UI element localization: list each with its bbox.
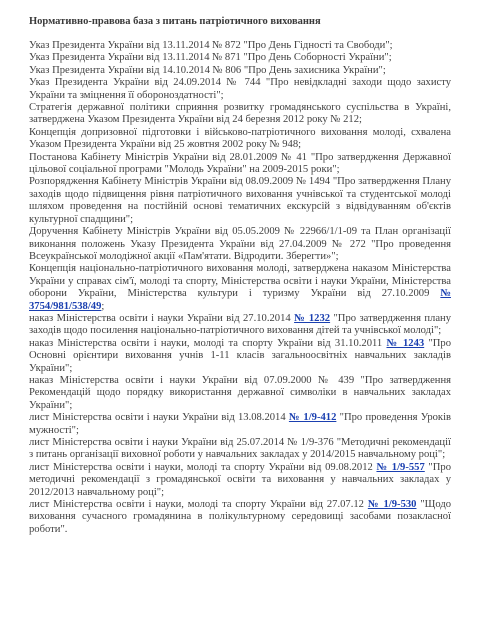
document-item-text: Указ Президента України від 14.10.2014 № 806 "Про День захисника України";	[29, 64, 386, 76]
document-item-text: Указ Президента України від 13.11.2014 № 872 "Про День Гідності та Свободи";	[29, 40, 393, 51]
document-item-text: лист Міністерства освіти і науки, молоді та спорту України від 27.07.12	[29, 499, 368, 511]
document-item	[29, 77, 451, 102]
document-item-text-tail: "Про затвердження плану заходів щодо посилення національно-патріотичного виховання дітей та учнівської молоді";	[29, 312, 452, 337]
document-item-text-tail: "Про Основні орієнтири виховання учнів 1-11 класів загальноосвітніх навчальних закладів України";	[29, 337, 452, 374]
document-item	[29, 338, 451, 375]
document-number-link[interactable]: № 1243	[386, 337, 425, 349]
document-item	[29, 499, 451, 536]
document-item-text-tail: ;	[101, 300, 105, 312]
document-item-text: Концепція національно-патріотичного виховання молоді, затверджена наказом Міністерства України у справах сім'ї, молоді та спорту, Міністерства освіти і науки України, Міністерства оборони України, Міністерства культури і туризму України від 27.10.2009	[29, 263, 451, 300]
document-item-text: Концепція допризовної підготовки і військово-патріотичного виховання молоді, схвалена Указом Президента України від 25 жовтня 2002 року № 948;	[29, 126, 451, 151]
document-item	[29, 102, 451, 127]
document-item-text: Доручення Кабінету Міністрів України від 05.05.2009 № 22966/1/1-09 та План організації виконання положень Указу Президента України від 27.04.2009 № 272 "Про проведення Всеукраїнської молодіжної акції «Пам'ятати. Відродити. Зберегти»";	[29, 226, 451, 262]
document-item	[29, 176, 451, 226]
document-item-text: Указ Президента України від 13.11.2014 № 871 "Про День Соборності України";	[29, 52, 392, 64]
document-item	[29, 412, 451, 437]
document-number-link[interactable]: № 1232	[294, 312, 331, 324]
document-number-link[interactable]: № 1/9-557	[376, 461, 425, 473]
document-number-link[interactable]: № 1/9-412	[288, 412, 337, 424]
document-item	[29, 65, 451, 77]
document-item-text: лист Міністерства освіти і науки України від 13.08.2014	[29, 412, 289, 424]
document-item-text: наказ Міністерства освіти і науки, молоді та спорту України від 31.10.2011	[29, 337, 387, 349]
document-item	[29, 313, 451, 338]
document-item	[29, 52, 451, 64]
document-number-link[interactable]: № 1/9-530	[367, 499, 417, 511]
document-item	[29, 40, 451, 52]
document-item-text-tail: "Про проведення Уроків мужності";	[29, 412, 452, 436]
document-item	[29, 263, 451, 313]
document-number-link[interactable]: № 3754/981/538/49	[29, 288, 451, 312]
document-item-text: Розпорядження Кабінету Міністрів України від 08.09.2009 № 1494 "Про затвердження Плану заходів щодо підвищення рівня патріотичного виховання учнівської та студентської молоді шляхом проведення на постійній основі тематичних екскурсій з відвідуванням об'єктів культурної спадщини";	[29, 176, 451, 225]
document-item	[29, 226, 451, 263]
document-item-text-tail: "Щодо виховання сучасного громадянина в полікультурному середовищі засобами позакласної роботи".	[29, 499, 452, 535]
document-item-text: наказ Міністерства освіти і науки України від 07.09.2000 № 439 "Про затвердження Рекомендацій щодо порядку використання державної символіки в навчальних закладах України";	[29, 374, 451, 411]
document-item	[29, 127, 451, 152]
document-item	[29, 375, 451, 412]
document-item	[29, 437, 451, 462]
document-item-text: лист Міністерства освіти і науки, молоді та спорту України від 09.08.2012	[29, 461, 377, 473]
document-item	[29, 152, 451, 177]
document-item-text: Указ Президента України від 24.09.2014 № 744 "Про невідкладні заходи щодо захисту України та зміцнення її обороноздатності";	[29, 77, 451, 101]
document-item-text: Стратегія державної політики сприяння розвитку громадянського суспільства в Україні, затверджена Указом Президента України від 24 березня 2012 року № 212;	[29, 102, 451, 126]
document-item-text: наказ Міністерства освіти і науки України від 27.10.2014	[29, 312, 295, 324]
document-item-text: лист Міністерства освіти і науки України від 25.07.2014 № 1/9-376 "Методичні рекомендації з питань організації виховної роботи у навчальних закладах у 2014/2015 навчальному році";	[29, 437, 451, 461]
document-item-text-tail: "Про методичні рекомендації з громадянської освіти та виховання у навчальних закладах у 2012/2013 навчальному році";	[29, 461, 452, 498]
document-title: Нормативно-правова база з питань патріотичного виховання	[29, 16, 321, 27]
document-item-text: Постанова Кабінету Міністрів України від 28.01.2009 № 41 "Про затвердження Державної цільової соціальної програми "Молодь України" на 2009-2015 роки";	[29, 151, 451, 176]
document-list	[29, 40, 451, 536]
document-item	[29, 462, 451, 499]
